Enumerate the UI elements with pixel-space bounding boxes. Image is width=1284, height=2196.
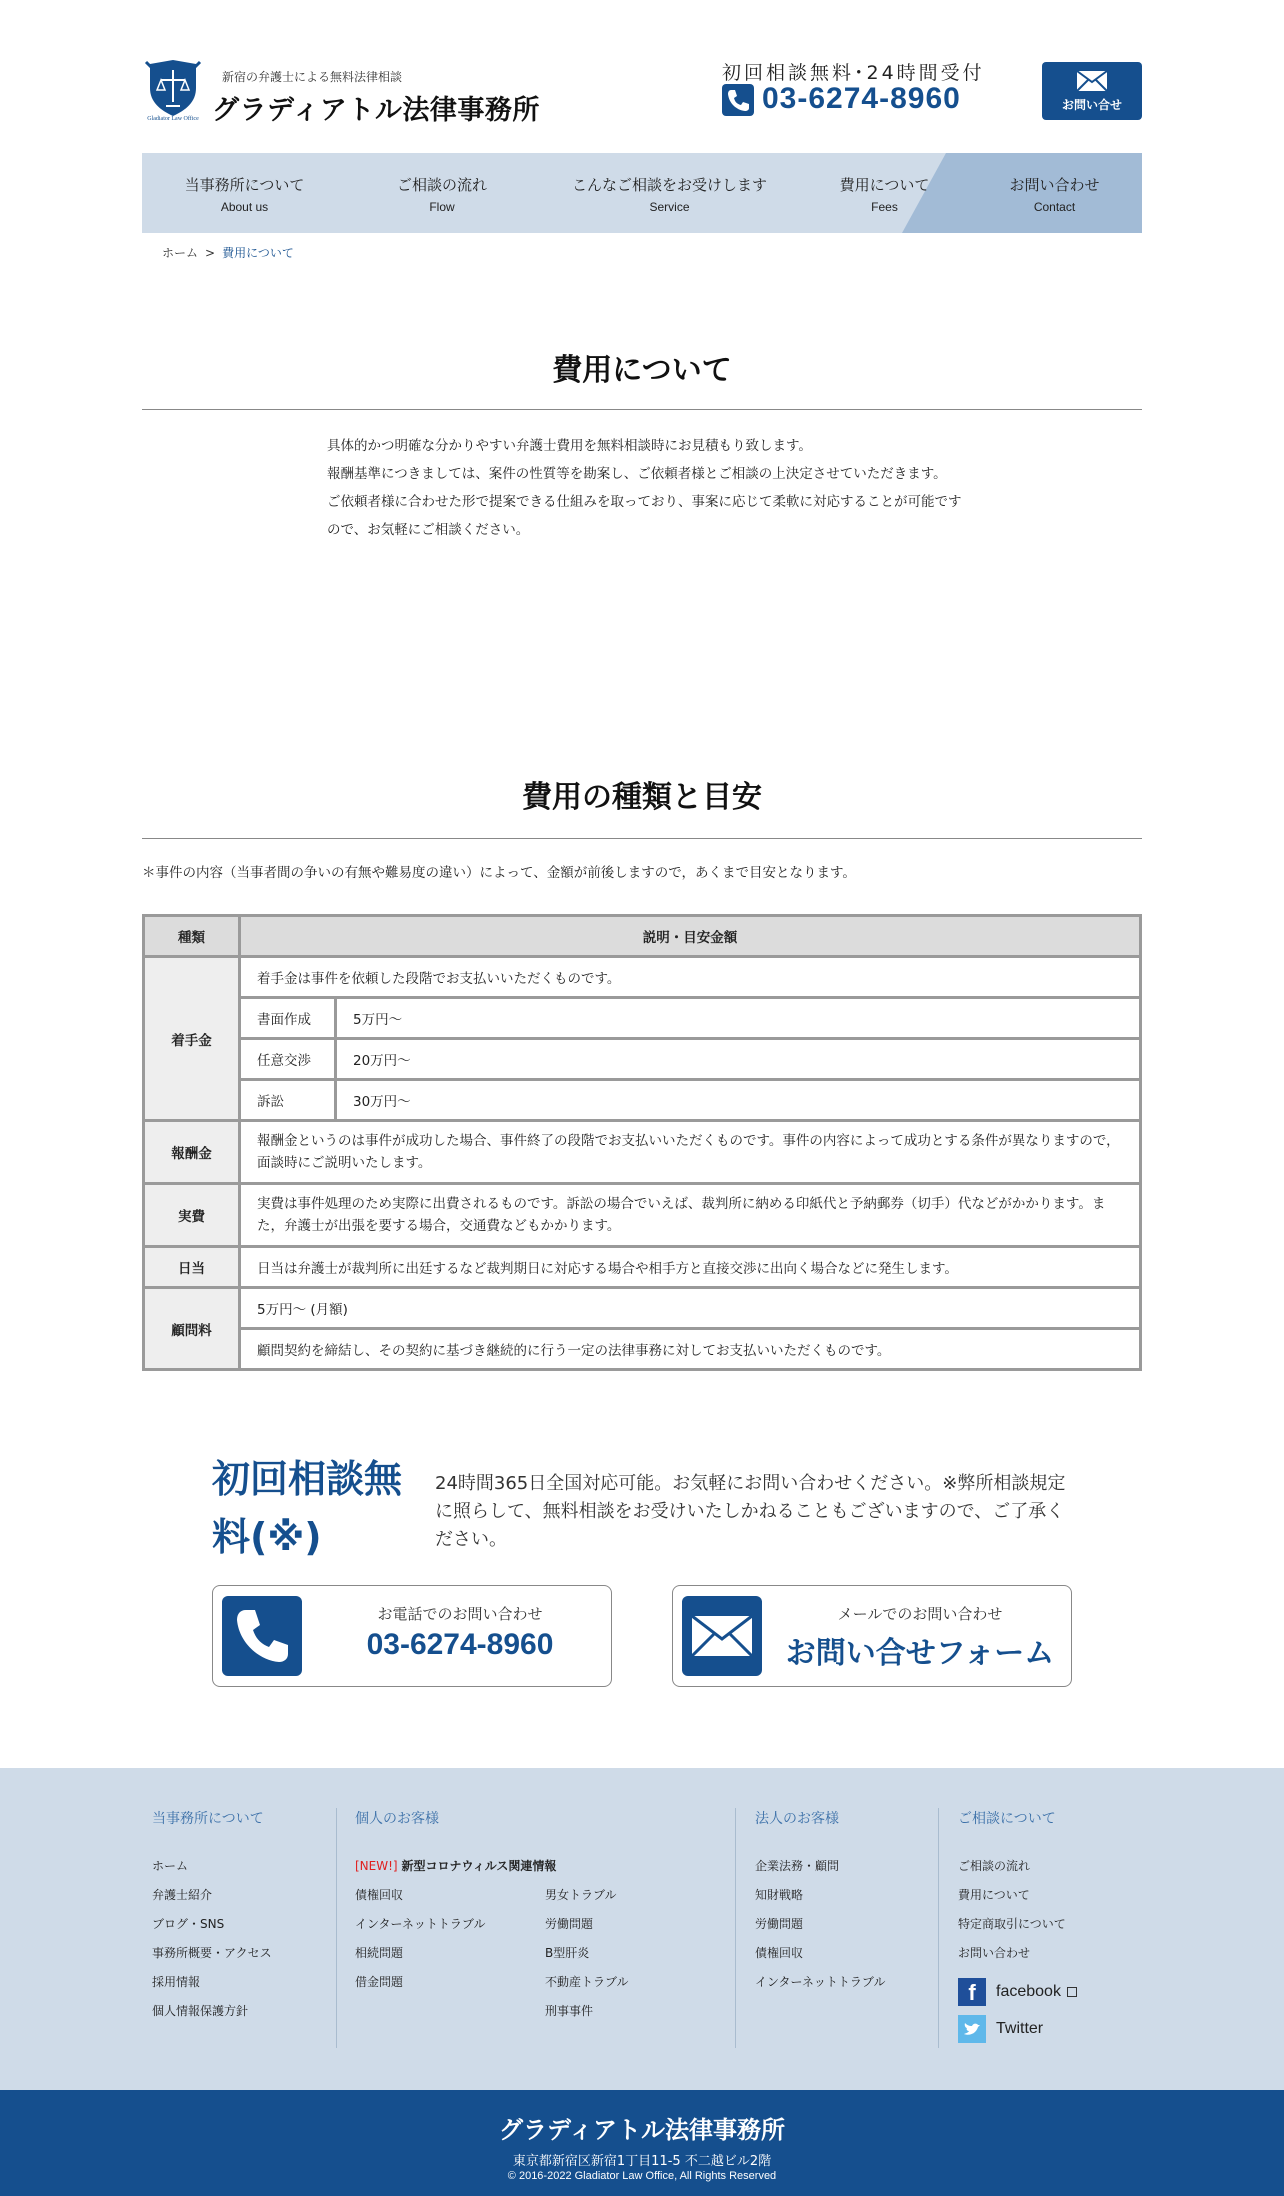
footer-list-left <box>355 1887 485 2003</box>
phone-icon <box>722 84 754 116</box>
table-header-row <box>144 916 1141 957</box>
header-phone-number[interactable]: 03-6274-8960 <box>762 82 961 115</box>
intro-line: ご依頼者様に合わせた形で提案できる仕組みを取っており、事案に応じて柔軟に対応することが可能ですので、お気軽にご相談ください。 <box>327 494 962 538</box>
nav-item-fees[interactable] <box>802 153 967 233</box>
allowance-description: 日当は弁護士が裁判所に出廷するなど裁判期日に対応する場合や相手方と直接交渉に出向く場合などに発生します。 <box>240 1247 1141 1288</box>
footer-link[interactable]: 刑事事件 <box>545 2004 594 2018</box>
nav-item-contact[interactable] <box>967 153 1142 233</box>
nav-label: 当事務所について <box>184 176 305 194</box>
allowance-label: 日当 <box>144 1247 240 1288</box>
footer-link[interactable]: ホーム <box>152 1859 189 1873</box>
table-header-description: 説明・目安金額 <box>240 916 1141 957</box>
breadcrumb-current: 費用について <box>222 246 294 260</box>
table-row <box>144 998 1141 1039</box>
nav-item-flow[interactable] <box>347 153 537 233</box>
twitter-link[interactable] <box>958 2011 1077 2046</box>
table-header-type: 種類 <box>144 916 240 957</box>
facebook-link[interactable] <box>958 1974 1077 2009</box>
new-badge: [NEW!] <box>355 1859 398 1873</box>
main-nav <box>142 153 1142 233</box>
footer-col-title: 当事務所について <box>152 1811 264 1827</box>
footer-address: 東京都新宿区新宿1丁目11-5 不二越ビル2階 <box>512 2154 772 2169</box>
footer-col-individual <box>355 1808 655 2018</box>
office-name[interactable]: グラディアトル法律事務所 <box>212 95 540 126</box>
advisory-label: 顧問料 <box>144 1288 240 1370</box>
footer-link[interactable]: インターネットトラブル <box>355 1917 486 1931</box>
retainer-item-name: 任意交渉 <box>240 1039 336 1080</box>
phone-icon <box>222 1596 302 1676</box>
fees-note: ＊事件の内容（当事者間の争いの有無や難易度の違い）によって、金額が前後しますので，あくまで目安となります。 <box>142 865 856 881</box>
footer-copyright: © 2016-2022 Gladiator Law Office, All Rights Reserved <box>507 2170 777 2182</box>
fees-divider <box>142 838 1142 839</box>
retainer-item-name: 書面作成 <box>240 998 336 1039</box>
logo-caption: Gladiator Law Office <box>147 116 199 122</box>
nav-label: ご相談の流れ <box>396 176 487 194</box>
expenses-description: 実費は事件処理のため実際に出費されるものです。訴訟の場合でいえば、裁判所に納める印紙代と予納郵券（切手）代などがかかります。また，弁護士が出張を要する場合，交通費などもかかります。 <box>240 1184 1141 1247</box>
footer-divider <box>938 1808 939 2048</box>
footer-link[interactable]: お問い合わせ <box>958 1946 1031 1960</box>
nav-label: 費用について <box>839 176 930 194</box>
breadcrumb <box>162 244 294 261</box>
footer-col-title: 法人のお客様 <box>755 1811 839 1827</box>
twitter-label: Twitter <box>996 2019 1044 2037</box>
logo-emblem[interactable] <box>142 58 204 124</box>
facebook-icon: f <box>958 1978 986 2006</box>
nav-sublabel: Service <box>649 200 690 214</box>
news-text: 新型コロナウィルス関連情報 <box>401 1859 557 1873</box>
footer-link[interactable]: 知財戦略 <box>755 1888 804 1902</box>
footer-link[interactable]: 債権回収 <box>755 1946 804 1960</box>
cta-mail-box[interactable] <box>672 1585 1072 1687</box>
footer-col-title: ご相談について <box>958 1811 1056 1827</box>
intro-line: 報酬基準につきましては、案件の性質等を勘案し、ご依頼者様とご相談の上決定させていただきます。 <box>327 466 947 482</box>
advisory-price: 5万円～ (月額) <box>240 1288 1141 1329</box>
footer-col-corporate <box>755 1808 885 2003</box>
table-row <box>144 1080 1141 1121</box>
retainer-description: 着手金は事件を依頼した段階でお支払いいただくものです。 <box>240 957 1141 998</box>
footer-link[interactable]: ご相談の流れ <box>958 1859 1031 1873</box>
footer-link[interactable]: ブログ・SNS <box>152 1917 225 1931</box>
footer-link[interactable]: 費用について <box>958 1888 1030 1902</box>
cta-text: 24時間365日全国対応可能。お気軽にお問い合わせください。※弊所相談規定に照らして、無料相談をお受けいたしかねることもございますので、ご了承ください。 <box>435 1473 1066 1550</box>
nav-sublabel: About us <box>220 200 269 214</box>
tagline: 新宿の弁護士による無料法律相談 <box>222 70 403 84</box>
footer-office-name: グラディアトル法律事務所 <box>498 2116 786 2144</box>
footer <box>0 1768 1284 2090</box>
intro-line: 具体的かつ明確な分かりやすい弁護士費用を無料相談時にお見積もり致します。 <box>327 438 812 454</box>
nav-sublabel: Contact <box>1033 200 1076 214</box>
footer-divider <box>336 1808 337 2048</box>
table-row <box>144 957 1141 998</box>
retainer-item-price: 20万円～ <box>336 1039 1141 1080</box>
cta-phone-number[interactable]: 03-6274-8960 <box>366 1628 554 1661</box>
nav-sublabel: Flow <box>429 200 455 214</box>
intro-text <box>327 432 967 544</box>
footer-link[interactable]: 債権回収 <box>355 1888 404 1902</box>
advisory-description: 顧問契約を締結し、その契約に基づき継続的に行う一定の法律事務に対してお支払いいただくものです。 <box>240 1329 1141 1370</box>
footer-link[interactable]: 労働問題 <box>755 1917 804 1931</box>
title-divider <box>142 409 1142 410</box>
nav-label: お問い合わせ <box>1009 176 1100 194</box>
nav-item-about[interactable] <box>142 153 347 233</box>
mail-icon <box>1076 70 1108 92</box>
footer-divider <box>735 1808 736 2048</box>
footer-link[interactable]: 男女トラブル <box>545 1888 617 1902</box>
retainer-label: 着手金 <box>144 957 240 1121</box>
footer-link[interactable]: 相続問題 <box>355 1946 404 1960</box>
table-row <box>144 1288 1141 1329</box>
fee-table <box>142 914 1142 1371</box>
consult-text: 初回相談無料･24時間受付 <box>722 62 985 84</box>
cta-mail-link[interactable]: お問い合せフォーム <box>785 1636 1055 1671</box>
footer-link[interactable]: 不動産トラブル <box>545 1975 629 1989</box>
cta-phone-box[interactable] <box>212 1585 612 1687</box>
breadcrumb-separator: > <box>205 246 216 260</box>
mail-icon <box>682 1596 762 1676</box>
header-contact-button[interactable] <box>1042 62 1142 120</box>
cta-heading: 初回相談無料(※) <box>212 1457 403 1559</box>
breadcrumb-home[interactable]: ホーム <box>162 246 199 260</box>
table-row <box>144 1039 1141 1080</box>
retainer-item-name: 訴訟 <box>240 1080 336 1121</box>
table-row <box>144 1329 1141 1370</box>
footer-link[interactable]: 個人情報保護方針 <box>152 2004 249 2018</box>
twitter-icon <box>958 2015 986 2043</box>
footer-link[interactable]: 事務所概要・アクセス <box>152 1946 272 1960</box>
footer-list-right <box>545 1887 629 2032</box>
table-row <box>144 1247 1141 1288</box>
footer-link[interactable]: 採用情報 <box>152 1975 201 1989</box>
footer-link[interactable]: B型肝炎 <box>545 1946 590 1960</box>
footer-link[interactable]: 弁護士紹介 <box>152 1888 213 1902</box>
cta-mail-label: メールでのお問い合わせ <box>837 1605 1003 1623</box>
footer-link[interactable]: インターネットトラブル <box>755 1975 886 1989</box>
reward-label: 報酬金 <box>144 1121 240 1184</box>
footer-bottom <box>0 2090 1284 2196</box>
fees-section-title: 費用の種類と目安 <box>522 780 762 815</box>
footer-link[interactable]: 労働問題 <box>545 1917 594 1931</box>
footer-link[interactable]: 特定商取引について <box>958 1917 1066 1931</box>
footer-col-about <box>152 1808 272 2032</box>
footer-link[interactable]: 借金問題 <box>355 1975 404 1989</box>
expenses-label: 実費 <box>144 1184 240 1247</box>
nav-label: こんなご相談をお受けします <box>571 176 767 194</box>
footer-col-consult <box>958 1808 1077 2046</box>
external-link-icon <box>1067 1987 1077 1997</box>
footer-link[interactable]: 企業法務・顧問 <box>755 1859 840 1873</box>
facebook-label: facebook <box>996 1982 1061 2000</box>
nav-item-service[interactable] <box>537 153 802 233</box>
nav-sublabel: Fees <box>871 200 898 214</box>
retainer-item-price: 5万円～ <box>336 998 1141 1039</box>
cta-phone-label: お電話でのお問い合わせ <box>377 1605 543 1623</box>
page-title: 費用について <box>552 353 732 388</box>
reward-description: 報酬金というのは事件が成功した場合、事件終了の段階でお支払いいただくものです。事件の内容によって成功とする条件が異なりますので，面談時にご説明いたします。 <box>240 1121 1141 1184</box>
footer-col-title: 個人のお客様 <box>355 1811 439 1827</box>
contact-button-label: お問い合せ <box>1061 98 1122 112</box>
table-row <box>144 1184 1141 1247</box>
footer-news-link[interactable] <box>355 1858 655 1887</box>
retainer-item-price: 30万円～ <box>336 1080 1141 1121</box>
table-row <box>144 1121 1141 1184</box>
